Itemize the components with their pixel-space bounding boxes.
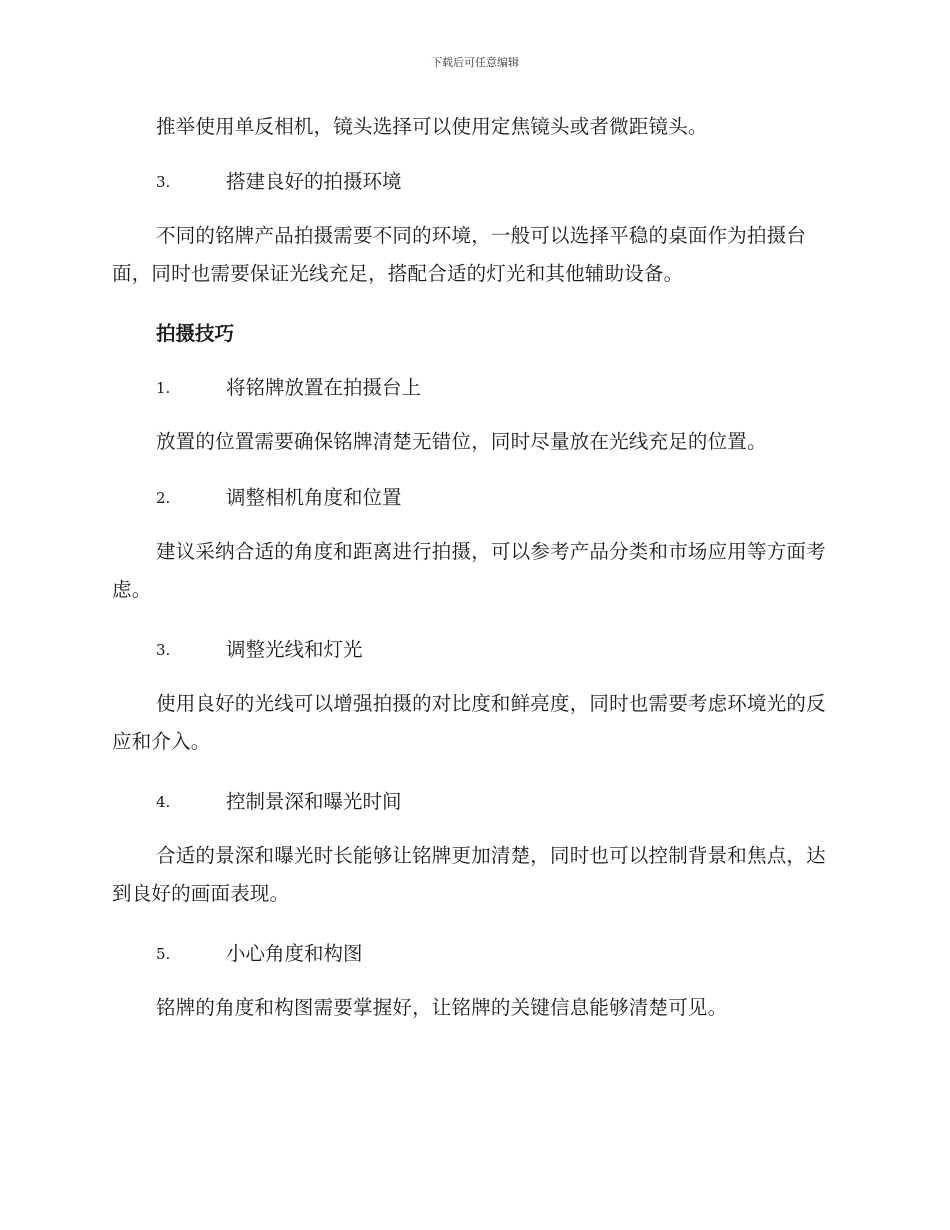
list-item-text: 调整相机角度和位置 — [226, 486, 402, 509]
list-number: 4. — [156, 793, 171, 811]
paragraph-camera-recommendation: 推举使用单反相机，镜头选择可以使用定焦镜头或者微距镜头。 — [156, 115, 708, 138]
paragraph-depth-exposure: 合适的景深和曝光时长能够让铭牌更加清楚，同时也可以控制背景和焦点，达到良好的画面表现。 — [112, 844, 826, 905]
section-heading: 拍摄技巧 — [156, 322, 235, 345]
list-number: 1. — [156, 379, 171, 397]
list-item-text: 将铭牌放置在拍摄台上 — [226, 376, 422, 399]
paragraph-lighting: 使用良好的光线可以增强拍摄的对比度和鲜亮度，同时也需要考虑环境光的反应和介入。 — [112, 692, 826, 753]
paragraph-camera-angle: 建议采纳合适的角度和距离进行拍摄，可以参考产品分类和市场应用等方面考虑。 — [112, 540, 826, 601]
list-item-adjust-lighting — [156, 636, 363, 664]
list-item-text: 调整光线和灯光 — [226, 638, 363, 661]
paragraph-environment: 不同的铭牌产品拍摄需要不同的环境，一般可以选择平稳的桌面作为拍摄台面，同时也需要保证光线充足，搭配合适的灯光和其他辅助设备。 — [112, 224, 807, 285]
list-number: 3. — [156, 641, 171, 659]
list-number: 5. — [156, 945, 171, 963]
list-item-text: 小心角度和构图 — [226, 942, 363, 965]
list-item-text: 控制景深和曝光时间 — [226, 790, 402, 813]
list-item-text: 搭建良好的拍摄环境 — [226, 170, 402, 193]
list-item-angle-composition — [156, 940, 363, 968]
list-number: 3. — [156, 173, 171, 191]
list-item-depth-exposure — [156, 788, 402, 816]
paragraph-placement: 放置的位置需要确保铭牌清楚无错位，同时尽量放在光线充足的位置。 — [156, 430, 767, 453]
list-number: 2. — [156, 489, 171, 507]
list-item-build-environment — [156, 168, 402, 196]
list-item-place-nameplate — [156, 374, 421, 402]
list-item-adjust-camera — [156, 484, 402, 512]
paragraph-composition: 铭牌的角度和构图需要掌握好，让铭牌的关键信息能够清楚可见。 — [156, 996, 728, 1019]
page-header: 下载后可任意编辑 — [431, 56, 519, 69]
